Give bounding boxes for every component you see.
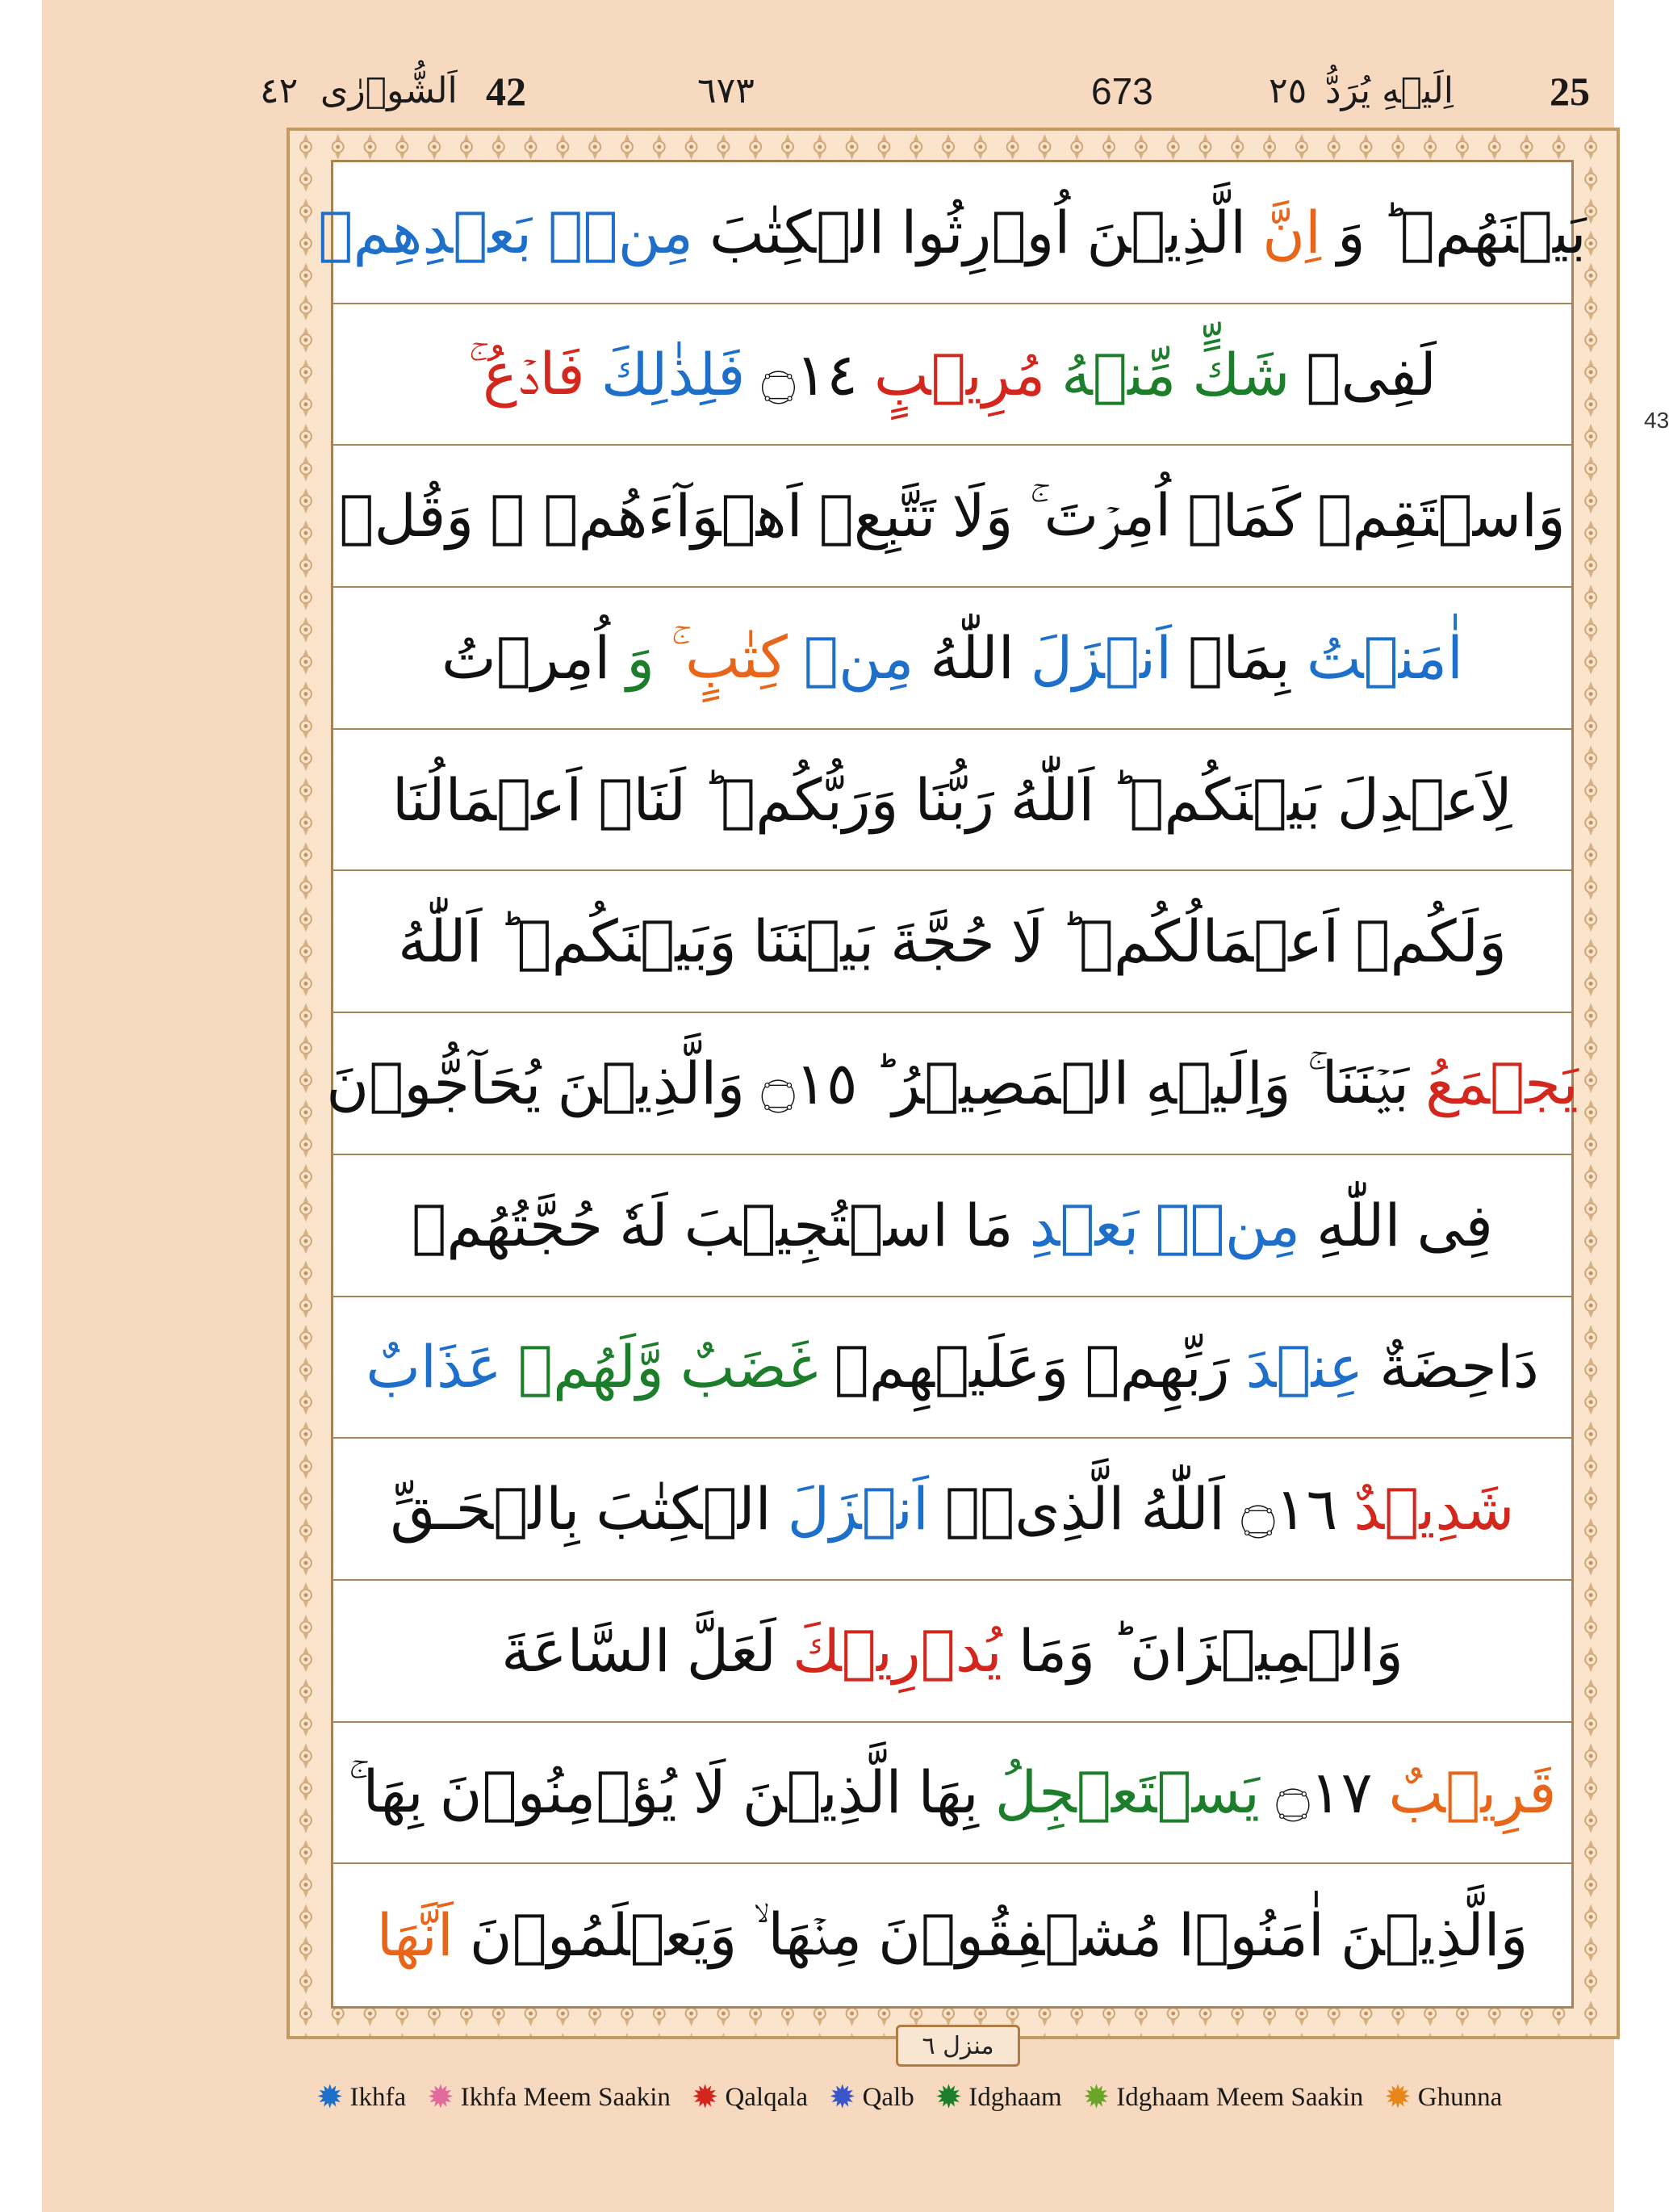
word: الۡكِتٰبَ — [596, 1475, 772, 1544]
word: وَرَبُّكُمۡ ؕ — [702, 765, 899, 834]
word: لِاَعۡدِلَ — [1336, 765, 1513, 834]
word: اَنۡزَلَ — [787, 1475, 929, 1544]
page-number: 673 — [1091, 70, 1153, 112]
word: لَعَلَّ — [686, 1616, 776, 1685]
text-line — [333, 304, 1571, 446]
star-icon: ✹ — [427, 2079, 454, 2115]
word: مِنۡهَا ۙ — [753, 1900, 863, 1969]
star-icon: ✹ — [935, 2079, 963, 2115]
word: لَا — [1010, 907, 1044, 976]
word: لَا — [692, 1758, 726, 1827]
word: وَمَا — [1018, 1616, 1095, 1685]
star-icon: ✹ — [1082, 2079, 1111, 2115]
text-line — [333, 871, 1571, 1013]
word: اُوۡرِثُوا — [901, 198, 1071, 266]
word: وَ — [1337, 198, 1366, 266]
word: وَّلَهُمۡ — [517, 1333, 664, 1401]
word: يُدۡرِيۡكَ — [792, 1616, 1002, 1685]
legend-item — [1384, 2081, 1502, 2114]
word: شَدِيۡدٌ — [1353, 1475, 1515, 1544]
word: وَالَّذِيۡنَ — [557, 1049, 746, 1117]
word: الۡكِتٰبَ — [709, 198, 885, 266]
word: اَعۡمَالُكُمۡ ؕ — [1060, 907, 1340, 976]
word: دَاحِضَةٌ — [1379, 1333, 1539, 1401]
word: بَعۡدِ — [1029, 1191, 1140, 1259]
word: اَهۡوَآءَهُمۡ ۚ — [490, 482, 803, 551]
word: اللّٰهِ — [1316, 1191, 1401, 1259]
word: يَجۡمَعُ — [1425, 1049, 1579, 1117]
word: قَرِيۡبٌ — [1388, 1758, 1557, 1827]
word: بِهَا — [918, 1758, 979, 1827]
word: اللّٰهُ — [930, 623, 1014, 692]
star-icon: ✹ — [316, 2079, 344, 2115]
word: حُجَّتُهُمۡ — [412, 1191, 604, 1259]
word: ۝١٧ — [1275, 1758, 1373, 1827]
text-line — [333, 446, 1571, 588]
word: بَيۡنَكُمۡ ؕ — [1111, 765, 1321, 834]
legend-label: Ikhfa Meem Saakin — [460, 2082, 671, 2112]
text-line — [333, 1723, 1571, 1865]
word: حُجَّةَ — [890, 907, 995, 976]
word: اِنَّ — [1262, 198, 1321, 266]
legend-item — [935, 2081, 1062, 2114]
word: ۝١٦ — [1240, 1475, 1338, 1544]
word: عِنۡدَ — [1245, 1333, 1364, 1401]
word: لَنَاۤ — [598, 765, 687, 834]
text-line — [326, 1013, 1579, 1155]
quran-page — [42, 0, 1669, 2212]
word: يُؤۡمِنُوۡنَ — [439, 1758, 677, 1827]
word: اَنَّهَا — [376, 1901, 454, 1970]
legend-item — [427, 2081, 671, 2114]
star-icon: ✹ — [1384, 2079, 1412, 2115]
juz-name: اِلَيۡهِ يُرَدُّ — [1325, 70, 1454, 111]
word: بِالۡحَـقِّ — [390, 1475, 580, 1544]
word: ۝١٤ — [761, 340, 858, 408]
text-line — [333, 1155, 1571, 1297]
legend-item — [692, 2081, 808, 2114]
word: اٰمَنۡتُ — [1306, 623, 1464, 692]
word: اَللّٰهُ — [398, 907, 483, 976]
word: السَّاعَةَ — [501, 1616, 671, 1685]
word: رَبُّنَا — [914, 765, 994, 834]
text-line — [333, 730, 1571, 872]
word: اسۡتُجِيۡبَ — [684, 1191, 949, 1259]
legend-item — [1083, 2081, 1364, 2114]
word: مِنۡۢ — [1155, 1191, 1301, 1259]
word: مِّنۡهُ — [1061, 340, 1177, 408]
tajweed-legend — [316, 2081, 1523, 2114]
word: مُرِيۡبٍ — [873, 340, 1046, 408]
word: الَّذِيۡنَ — [742, 1758, 902, 1827]
word: فَلِذٰلِكَ — [600, 340, 746, 408]
text-line — [333, 588, 1571, 730]
word: اَللّٰهُ — [1010, 765, 1095, 834]
juz-number: 25 — [1550, 69, 1590, 114]
word: اُمِرۡتَ ۚ — [1029, 481, 1172, 550]
word: وَبَيۡنَكُمۡ ؕ — [498, 907, 737, 976]
word: وَعَلَيۡهِمۡ — [834, 1333, 1069, 1401]
word: بَيۡنَهُمۡ ؕ — [1381, 198, 1587, 266]
word: بَعۡدِهِمۡ — [318, 198, 533, 266]
legend-label: Ikhfa — [349, 2082, 407, 2112]
surah-name: اَلشُّوۡرٰی — [320, 70, 458, 111]
text-line — [318, 162, 1587, 304]
word: غَضَبٌ — [680, 1333, 818, 1401]
word: مِنۡ — [803, 623, 914, 692]
text-line — [333, 1581, 1571, 1723]
legend-label: Idghaam — [968, 2082, 1062, 2112]
word: وَلَا — [952, 482, 1014, 551]
manzil-label: منزل ٦ — [896, 2025, 1020, 2067]
word: وَقُلۡ — [339, 482, 475, 551]
star-icon: ✹ — [691, 2079, 719, 2115]
side-marker-number: 43 — [1644, 408, 1669, 433]
word: وَاسۡتَقِمۡ — [1317, 482, 1566, 551]
page-number-arabic: ٦٧٣ — [697, 70, 755, 111]
word: فَادۡعُ ۚ — [468, 339, 585, 408]
word: لَهٗ — [619, 1191, 668, 1259]
legend-label: Qalb — [862, 2082, 914, 2112]
word: مُشۡفِقُوۡنَ — [878, 1901, 1163, 1970]
word: لَفِىۡ — [1306, 340, 1437, 408]
word: بَيۡنَنَا ۚ — [1307, 1048, 1410, 1116]
word: وَالَّذِيۡنَ — [1340, 1901, 1529, 1970]
word: وَاِلَيۡهِ — [1145, 1049, 1291, 1117]
word: اَللّٰهُ — [1140, 1475, 1225, 1544]
legend-label: Idghaam Meem Saakin — [1116, 2082, 1364, 2112]
text-line — [333, 1439, 1571, 1581]
surah-number: 42 — [486, 69, 526, 114]
word: وَلَكُمۡ — [1355, 907, 1507, 976]
word: الَّذِيۡنَ — [1086, 198, 1247, 266]
word: فِى — [1416, 1191, 1493, 1259]
word: وَيَعۡلَمُوۡنَ — [469, 1901, 738, 1970]
word: ۝١٥ — [761, 1049, 858, 1117]
text-line — [333, 1297, 1571, 1439]
word: شَكٍّ — [1192, 340, 1290, 408]
word: بِهَا ۚ — [348, 1757, 424, 1826]
word: رَبِّهِمۡ — [1085, 1333, 1230, 1401]
word: عَذَابٌ — [366, 1333, 502, 1401]
word: تَتَّبِعۡ — [818, 482, 936, 551]
word: وَ — [626, 623, 655, 692]
word: بِمَاۤ — [1188, 623, 1290, 692]
word: الَّذِىۡۤ — [944, 1475, 1125, 1544]
word: مِنۡۢ — [548, 198, 693, 266]
text-area — [318, 160, 1587, 2009]
word: الۡمَصِيۡرُ ؕ — [873, 1049, 1130, 1117]
word: كِتٰبٍ ۚ — [671, 622, 788, 691]
legend-item — [316, 2081, 406, 2114]
surah-number-arabic: ٤٢ — [260, 70, 299, 111]
star-icon: ✹ — [829, 2079, 856, 2115]
word: اَنۡزَلَ — [1030, 623, 1173, 692]
word: يَسۡتَعۡجِلُ — [994, 1758, 1260, 1827]
juz-number-arabic: ٢٥ — [1269, 70, 1307, 111]
text-line — [333, 1864, 1571, 2006]
word: بَيۡنَنَا — [752, 907, 875, 976]
word: كَمَاۤ — [1187, 482, 1302, 551]
legend-item — [829, 2081, 914, 2114]
word: اٰمَنُوۡا — [1178, 1901, 1324, 1970]
legend-label: Ghunna — [1417, 2082, 1503, 2112]
word: اُمِرۡتُ — [441, 623, 611, 692]
legend-label: Qalqala — [725, 2082, 809, 2112]
word: اَعۡمَالُنَا — [391, 765, 583, 834]
word: يُحَآجُّوۡنَ — [326, 1049, 542, 1117]
word: مَا — [964, 1191, 1014, 1259]
word: وَالۡمِيۡزَانَ ؕ — [1111, 1616, 1403, 1685]
